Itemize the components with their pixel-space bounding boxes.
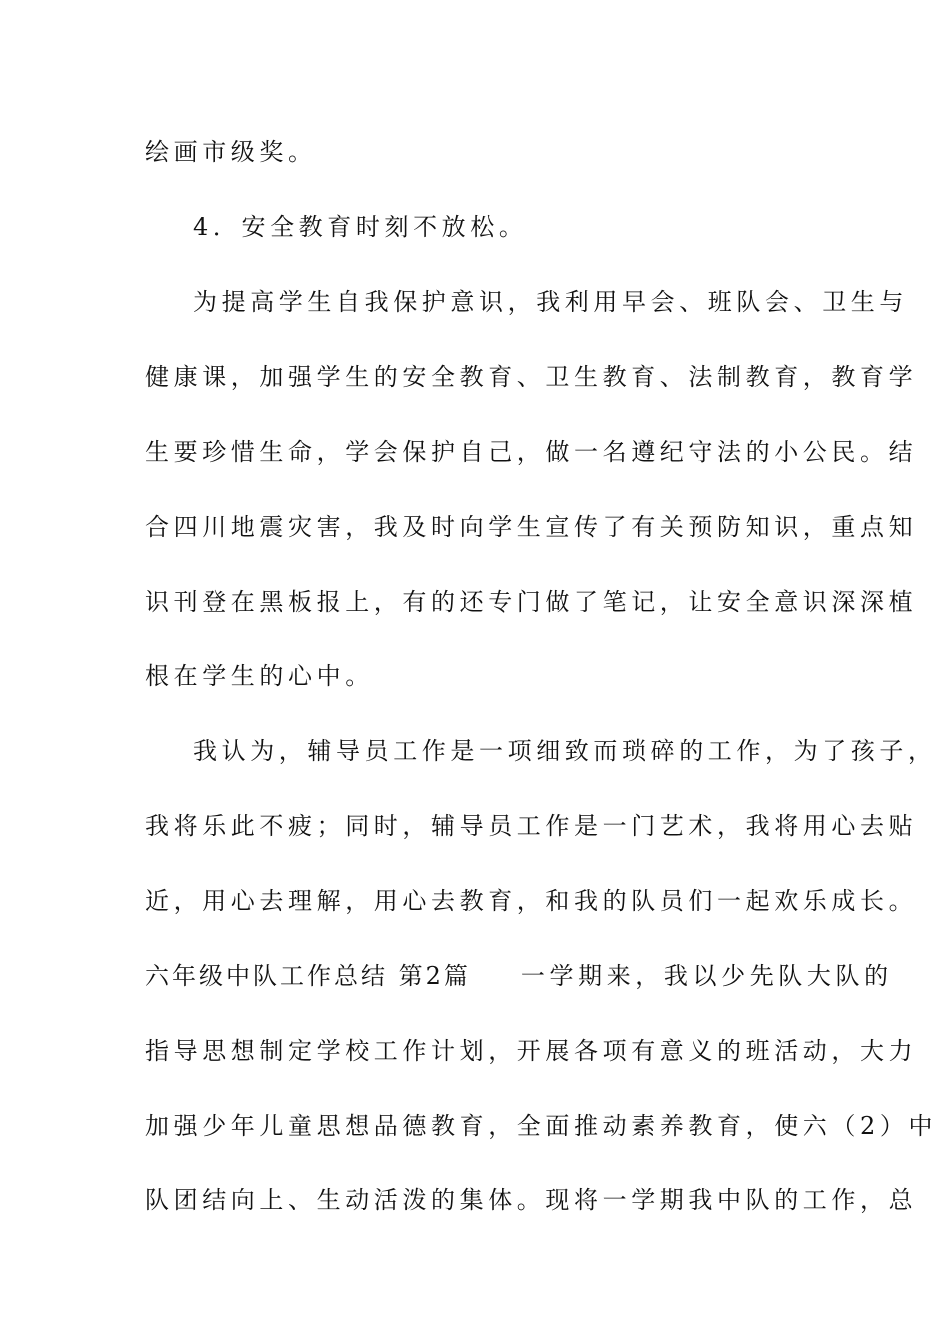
text-line: 一学期来，我以少先队大队的 [520, 962, 893, 990]
text-line: 我认为，辅导员工作是一项细致而琐碎的工作，为了孩子， [193, 737, 937, 765]
text-line: 识刊登在黑板报上，有的还专门做了笔记，让安全意识深深植 [145, 588, 918, 616]
section-title: 六年级中队工作总结 第2篇 [145, 962, 471, 990]
text-line: 加强少年儿童思想品德教育，全面推动素养教育，使六（2）中 [145, 1112, 938, 1140]
text-line: 合四川地震灾害，我及时向学生宣传了有关预防知识，重点知 [145, 513, 918, 541]
text-line: 近，用心去理解，用心去教育，和我的队员们一起欢乐成长。 [145, 887, 918, 915]
text-line: 为提高学生自我保护意识，我利用早会、班队会、卫生与 [193, 288, 908, 316]
text-line: 我将乐此不疲；同时，辅导员工作是一门艺术，我将用心去贴 [145, 812, 918, 840]
text-line: 队团结向上、生动活泼的集体。现将一学期我中队的工作，总 [145, 1186, 918, 1214]
text-line: 生要珍惜生命，学会保护自己，做一名遵纪守法的小公民。结 [145, 438, 918, 466]
text-line: 绘画市级奖。 [145, 138, 317, 166]
subheading: 4．安全教育时刻不放松。 [193, 213, 528, 241]
text-line: 健康课，加强学生的安全教育、卫生教育、法制教育，教育学 [145, 363, 918, 391]
text-line: 根在学生的心中。 [145, 662, 374, 690]
section-title-line [145, 961, 893, 991]
text-line: 指导思想制定学校工作计划，开展各项有意义的班活动，大力 [145, 1037, 918, 1065]
